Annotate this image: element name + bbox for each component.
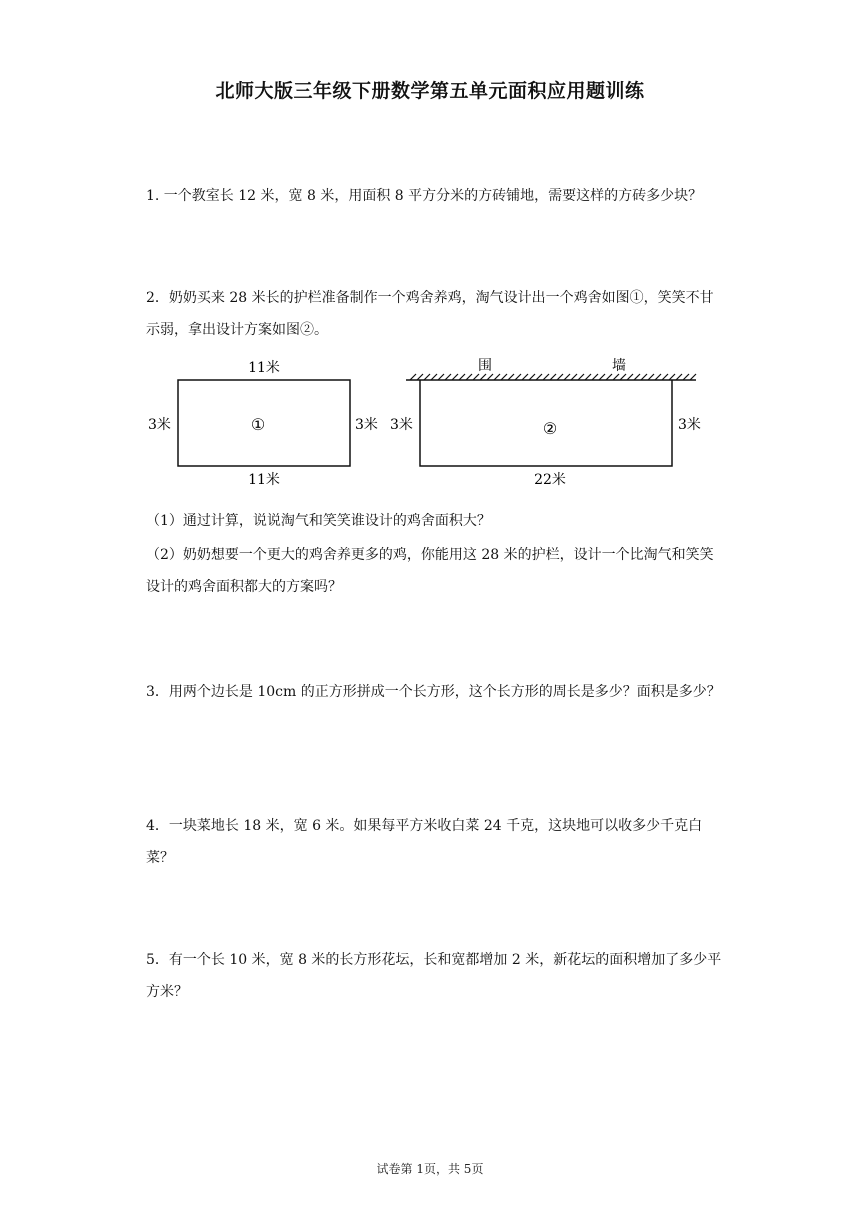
wall-hatch-mark bbox=[550, 374, 556, 380]
page-footer: 试卷第 1页，共 5页 bbox=[376, 1162, 484, 1176]
wall-hatch-mark bbox=[501, 374, 507, 380]
wall-hatch-mark bbox=[683, 374, 689, 380]
rect1-bottom-label: 11米 bbox=[248, 472, 280, 488]
wall-hatch-mark bbox=[690, 374, 696, 380]
rect2-center-label: ② bbox=[542, 419, 558, 438]
wall-hatch-mark bbox=[494, 374, 500, 380]
rect2-left-label: 3米 bbox=[390, 417, 413, 433]
wall-hatch-mark bbox=[445, 374, 451, 380]
wall-hatching bbox=[410, 374, 696, 380]
wall-hatch-mark bbox=[410, 374, 416, 380]
wall-hatch-mark bbox=[613, 374, 619, 380]
rect1-right-label: 3米 bbox=[355, 417, 378, 433]
wall-hatch-mark bbox=[648, 374, 654, 380]
rect1-left-label: 3米 bbox=[148, 417, 171, 433]
wall-hatch-mark bbox=[424, 374, 430, 380]
wall-hatch-mark bbox=[452, 374, 458, 380]
wall-hatch-mark bbox=[480, 374, 486, 380]
wall-hatch-mark bbox=[564, 374, 570, 380]
wall-label-left: 围 bbox=[478, 358, 492, 374]
question-1: 1. 一个教室长 12 米，宽 8 米，用面积 8 平方分米的方砖铺地，需要这样的方砖多少块？ bbox=[146, 188, 703, 204]
wall-hatch-mark bbox=[487, 374, 493, 380]
wall-hatch-mark bbox=[508, 374, 514, 380]
wall-hatch-mark bbox=[529, 374, 535, 380]
wall-hatch-mark bbox=[522, 374, 528, 380]
rect1-center-label: ① bbox=[250, 415, 266, 434]
wall-hatch-mark bbox=[676, 374, 682, 380]
question-3: 3．用两个边长是 10cm 的正方形拼成一个长方形，这个长方形的周长是多少？面积是多少？ bbox=[146, 684, 721, 700]
rect2-bottom-label: 22米 bbox=[534, 472, 566, 488]
rect2-right-label: 3米 bbox=[678, 417, 701, 433]
wall-hatch-mark bbox=[536, 374, 542, 380]
wall-hatch-mark bbox=[571, 374, 577, 380]
wall-hatch-mark bbox=[599, 374, 605, 380]
wall-hatch-mark bbox=[627, 374, 633, 380]
wall-hatch-mark bbox=[431, 374, 437, 380]
wall-hatch-mark bbox=[641, 374, 647, 380]
wall-hatch-mark bbox=[606, 374, 612, 380]
wall-hatch-mark bbox=[515, 374, 521, 380]
wall-hatch-mark bbox=[585, 374, 591, 380]
wall-label-right: 墙 bbox=[612, 358, 626, 374]
rect1-top-label: 11米 bbox=[248, 360, 280, 376]
sub-question-1: （1）通过计算，说说淘气和笑笑谁设计的鸡舍面积大？ bbox=[146, 513, 491, 529]
page-title: 北师大版三年级下册数学第五单元面积应用题训练 bbox=[215, 80, 645, 102]
wall-hatch-mark bbox=[662, 374, 668, 380]
wall-hatch-mark bbox=[578, 374, 584, 380]
wall-hatch-mark bbox=[459, 374, 465, 380]
question-2: 2．奶奶买来 28 米长的护栏准备制作一个鸡舍养鸡，淘气设计出一个鸡舍如图①，笑笑不甘示弱，拿出设计方案如图②。 bbox=[146, 290, 714, 338]
question-5: 5．有一个长 10 米，宽 8 米的长方形花坛，长和宽都增加 2 米，新花坛的面积增加了多少平方米？ bbox=[146, 952, 722, 1000]
wall-hatch-mark bbox=[620, 374, 626, 380]
wall-hatch-mark bbox=[438, 374, 444, 380]
wall-hatch-mark bbox=[466, 374, 472, 380]
coop-diagram bbox=[140, 352, 730, 502]
wall-hatch-mark bbox=[634, 374, 640, 380]
wall-hatch-mark bbox=[473, 374, 479, 380]
wall-hatch-mark bbox=[592, 374, 598, 380]
wall-hatch-mark bbox=[669, 374, 675, 380]
sub-question-2: （2）奶奶想要一个更大的鸡舍养更多的鸡，你能用这 28 米的护栏，设计一个比淘气和笑笑设计的鸡舍面积都大的方案吗？ bbox=[146, 547, 714, 595]
question-4: 4．一块菜地长 18 米，宽 6 米。如果每平方米收白菜 24 千克，这块地可以收多少千克白菜？ bbox=[146, 818, 703, 866]
wall-hatch-mark bbox=[655, 374, 661, 380]
wall-hatch-mark bbox=[557, 374, 563, 380]
wall-hatch-mark bbox=[417, 374, 423, 380]
wall-hatch-mark bbox=[543, 374, 549, 380]
